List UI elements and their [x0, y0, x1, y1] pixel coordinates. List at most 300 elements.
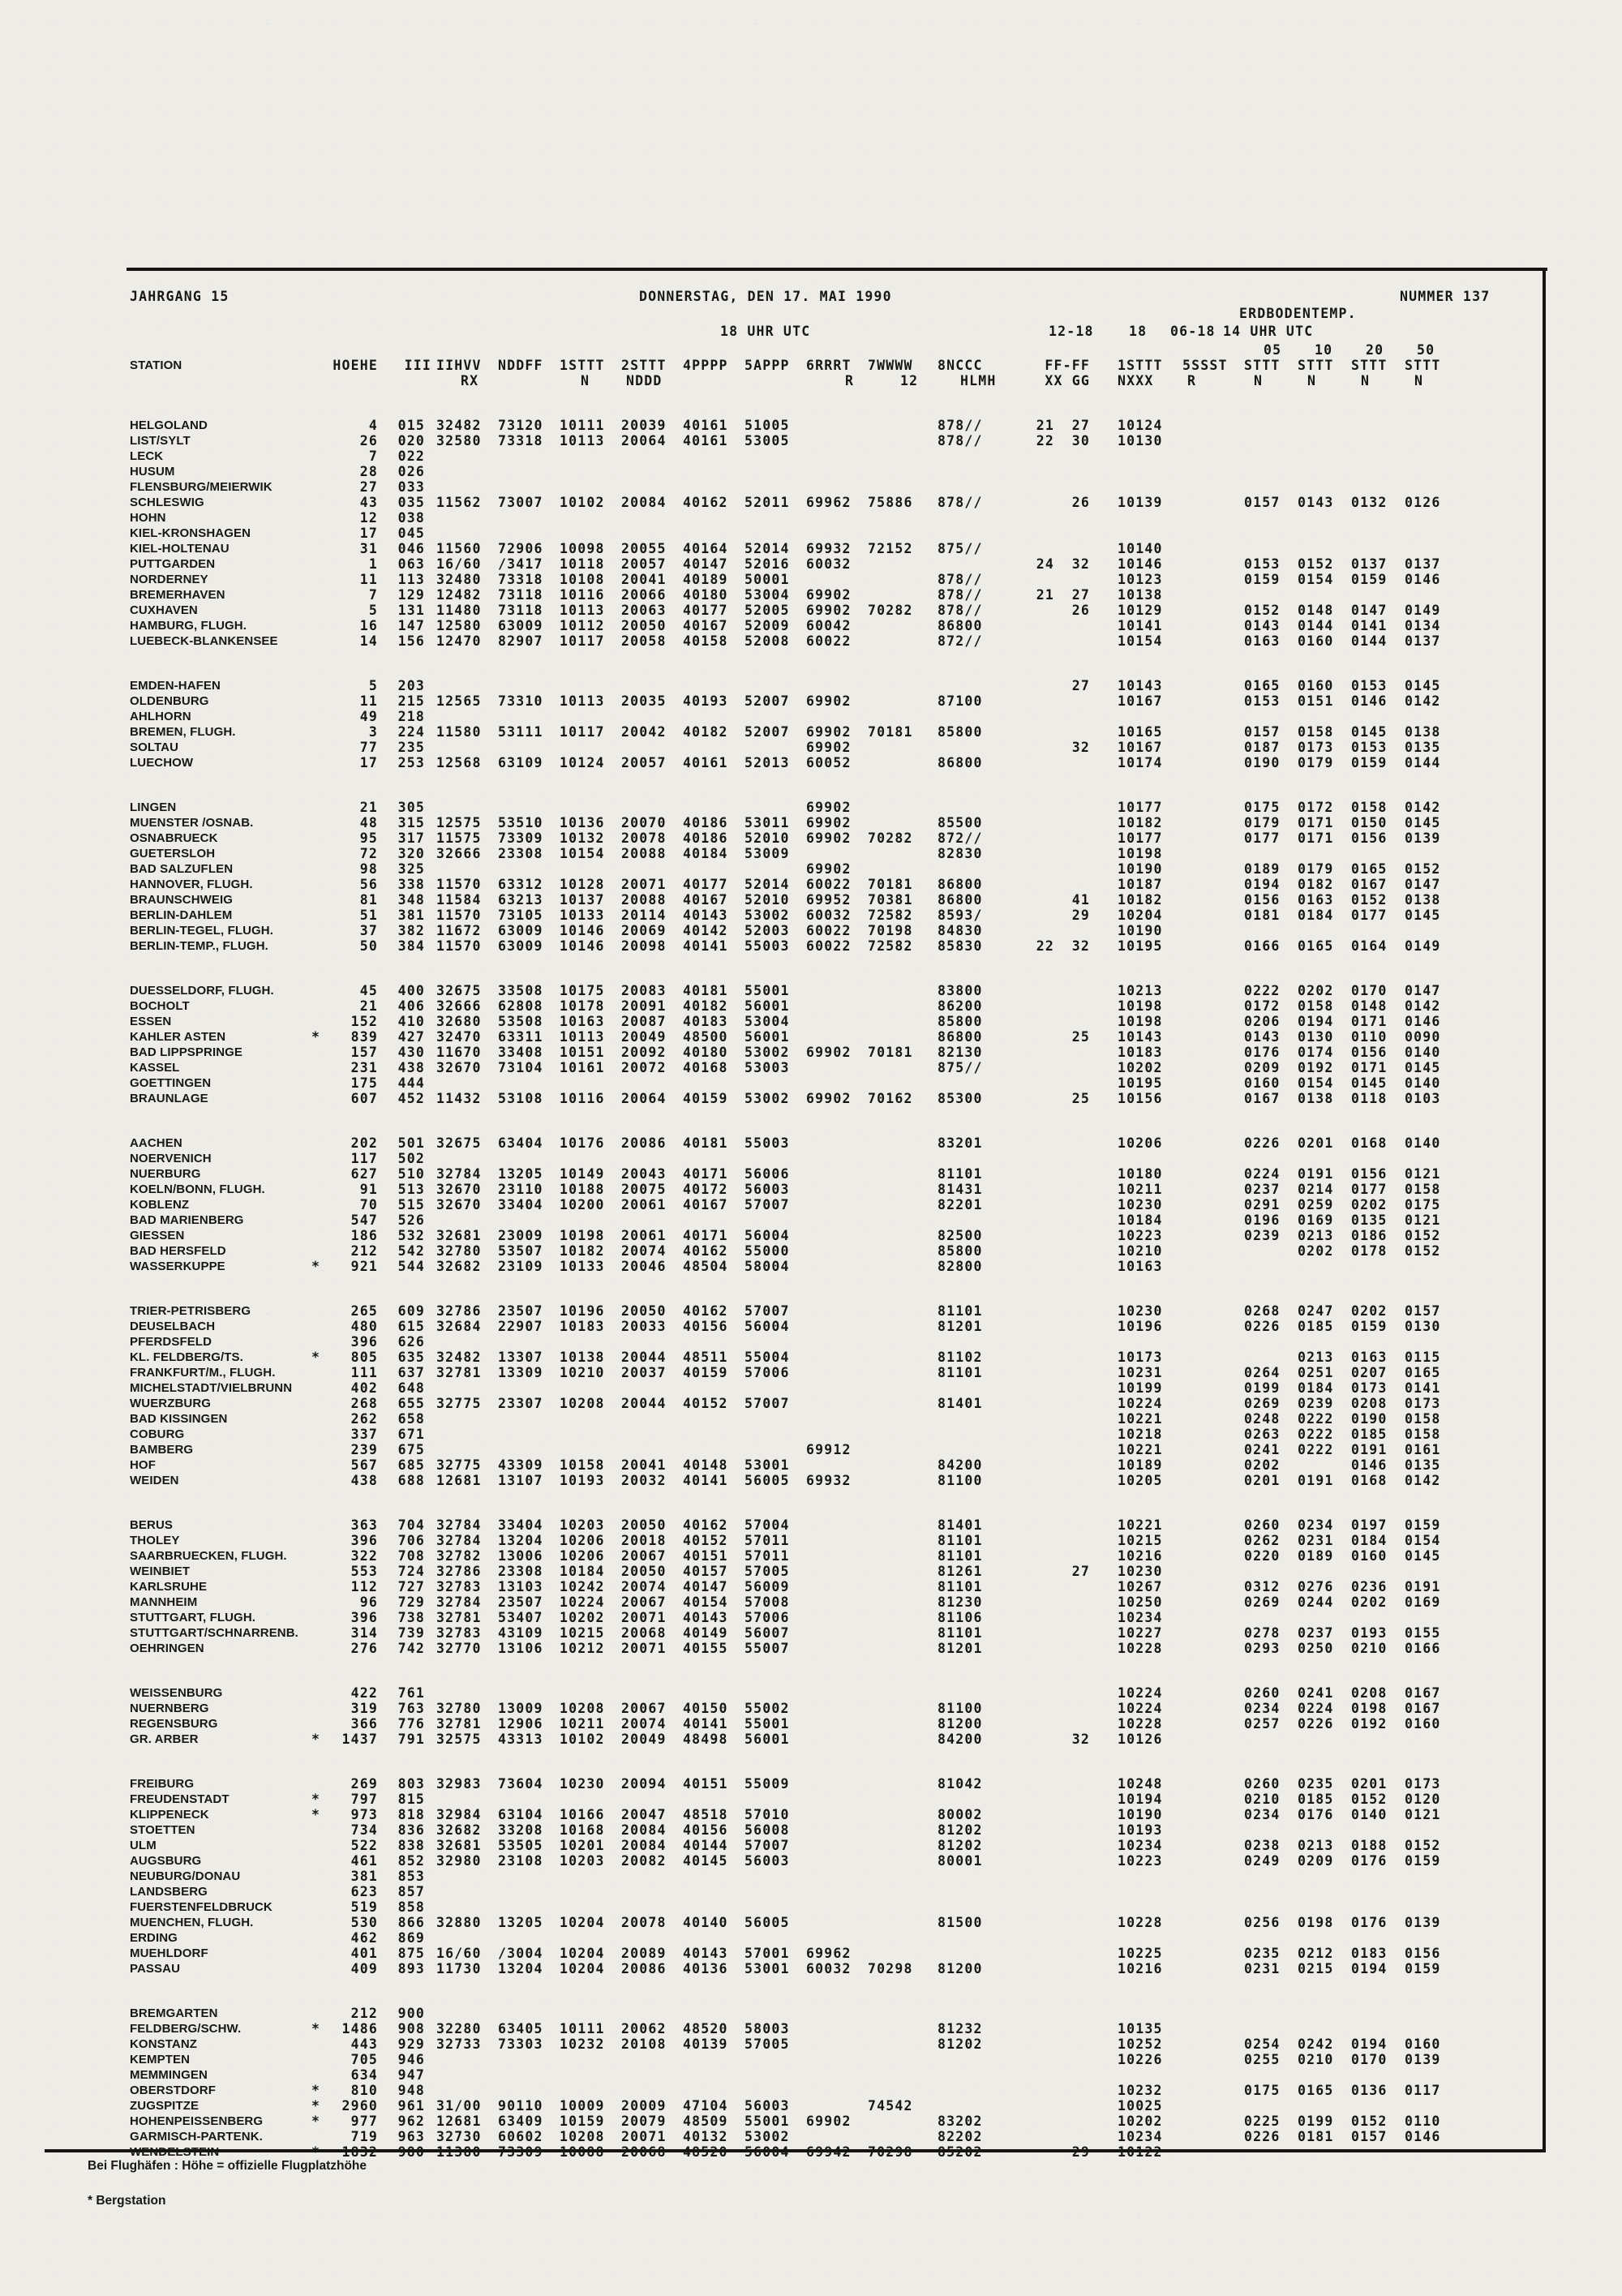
group-8nccc: 875//	[938, 1060, 983, 1075]
ffff-gg	[1054, 1014, 1090, 1029]
ffff-xx	[1002, 1166, 1054, 1182]
ffff-xx	[1002, 1822, 1054, 1838]
group-4pppp	[683, 1075, 744, 1091]
soil-temp-05: 0196	[1244, 1212, 1281, 1228]
table-row	[130, 1411, 1441, 1427]
ffff-gg	[1054, 830, 1090, 846]
berg-marker	[307, 433, 328, 448]
group-6rrrt	[806, 1716, 868, 1732]
ffff-gg: 30	[1071, 433, 1090, 448]
soil-temp-05: 0202	[1244, 1457, 1281, 1473]
hoehe-value: 322	[350, 1548, 378, 1564]
soil-temp-50: 0149	[1405, 938, 1441, 954]
hoehe-value: 56	[359, 877, 378, 892]
group-iihvv: 32470	[436, 1029, 482, 1045]
soil-temp-05: 0190	[1244, 755, 1281, 770]
ffff-gg	[1054, 1228, 1090, 1243]
station-name: MUENCHEN, FLUGH.	[130, 1916, 254, 1929]
group-5appp: 52007	[744, 724, 790, 740]
ffff-gg	[1054, 1533, 1090, 1548]
ffff-xx	[1002, 740, 1054, 755]
soil-temp-10	[1275, 526, 1328, 541]
soil-temp-10	[1275, 510, 1328, 526]
group-iihvv: 32680	[436, 1014, 482, 1029]
station-name: MUEHLDORF	[130, 1946, 208, 1960]
table-row	[130, 877, 1441, 892]
group-7wwww	[868, 1548, 929, 1564]
ffff-gg: 32	[1071, 556, 1090, 572]
ffff-xx	[1002, 2083, 1054, 2098]
soil-temp-05: 0167	[1244, 1091, 1281, 1106]
hoehe-value: 5	[368, 603, 378, 618]
ffff-gg	[1054, 1930, 1090, 1946]
group-1sttt	[560, 464, 621, 479]
soil-temp-50: 0117	[1405, 2083, 1441, 2098]
group-nddff: 33408	[498, 1045, 543, 1060]
station-number: 980	[397, 2144, 425, 2160]
table-row	[130, 1685, 1441, 1701]
soil-temp-05: 0143	[1244, 618, 1281, 633]
group-7wwww	[868, 1732, 929, 1747]
soil-temp-10: 0172	[1298, 800, 1334, 815]
ffff-xx	[1002, 1701, 1054, 1716]
ffff-xx	[1002, 1228, 1054, 1243]
soil-temp-50: 0158	[1405, 1411, 1441, 1427]
berg-marker	[307, 603, 328, 618]
group-nddff: 53407	[498, 1610, 543, 1625]
group-8nccc	[929, 2067, 1002, 2083]
group-8nccc: 80002	[938, 1807, 983, 1822]
station-name: MANNHEIM	[130, 1595, 198, 1609]
group-iihvv: 32983	[436, 1776, 482, 1792]
group-2sttt: 20071	[621, 1610, 667, 1625]
5ssst-value	[1158, 1365, 1221, 1380]
soil-temp-05: 0165	[1244, 678, 1281, 693]
1sttt-nxxx: 10216	[1118, 1548, 1163, 1564]
group-7wwww	[868, 1014, 929, 1029]
group-1sttt	[560, 1411, 621, 1427]
ffff-gg: 41	[1071, 892, 1090, 908]
soil-temp-05: 0175	[1244, 2083, 1281, 2098]
col-header-hoehe: HOEHE	[333, 358, 378, 373]
group-4pppp	[683, 510, 744, 526]
group-8nccc: 81101	[938, 1548, 983, 1564]
ffff-xx	[1002, 1427, 1054, 1442]
table-row	[130, 1517, 1441, 1533]
ffff-gg	[1054, 510, 1090, 526]
soil-temp-20: 0170	[1351, 2052, 1388, 2067]
berg-marker: *	[311, 2021, 321, 2036]
group-7wwww	[868, 1884, 929, 1899]
group-7wwww	[868, 846, 929, 861]
ffff-gg	[1054, 464, 1090, 479]
group-6rrrt: 69902	[806, 830, 852, 846]
group-nddff: 63109	[498, 755, 543, 770]
5ssst-value	[1158, 1091, 1221, 1106]
1sttt-nxxx: 10195	[1118, 938, 1163, 954]
group-iihvv: 32482	[436, 418, 482, 433]
subheader-blank	[307, 373, 328, 388]
5ssst-value	[1158, 1641, 1221, 1656]
station-number: 410	[397, 1014, 425, 1029]
group-1sttt	[560, 1075, 621, 1091]
group-nddff: 22907	[498, 1319, 543, 1334]
soil-temp-05: 0189	[1244, 861, 1281, 877]
table-row	[130, 1197, 1441, 1212]
soil-temp-10: 0176	[1298, 1807, 1334, 1822]
berg-marker	[307, 1776, 328, 1792]
ffff-xx	[1002, 1732, 1054, 1747]
hoehe-value: 7	[368, 587, 378, 603]
hoehe-value: 17	[359, 755, 378, 770]
group-iihvv: 32775	[436, 1457, 482, 1473]
5ssst-value	[1158, 815, 1221, 830]
group-2sttt: 20041	[621, 572, 667, 587]
soil-temp-50: 0139	[1405, 1915, 1441, 1930]
1sttt-nxxx: 10130	[1118, 433, 1163, 448]
ffff-xx	[1002, 2129, 1054, 2144]
group-7wwww	[868, 1303, 929, 1319]
5ssst-value	[1158, 1625, 1221, 1641]
soil-temp-05: 0278	[1244, 1625, 1281, 1641]
5ssst-value	[1158, 1517, 1221, 1533]
group-4pppp: 40183	[683, 1014, 728, 1029]
group-6rrrt	[806, 1243, 868, 1259]
group-6rrrt	[806, 1365, 868, 1380]
group-nddff: 13204	[498, 1533, 543, 1548]
group-nddff: 53108	[498, 1091, 543, 1106]
group-5appp: 56004	[744, 1228, 790, 1243]
1sttt-nxxx: 10167	[1118, 693, 1163, 709]
group-5appp	[744, 510, 806, 526]
col-header-stt-05: STTT	[1244, 358, 1281, 373]
berg-marker	[307, 1380, 328, 1396]
hoehe-value: 519	[350, 1899, 378, 1915]
table-row	[130, 1457, 1441, 1473]
berg-marker	[307, 693, 328, 709]
hoehe-value: 705	[350, 2052, 378, 2067]
soil-temp-20: 0183	[1351, 1946, 1388, 1961]
1sttt-nxxx: 10224	[1118, 1685, 1163, 1701]
5ssst-value	[1158, 709, 1221, 724]
group-4pppp	[683, 1151, 744, 1166]
5ssst-value	[1158, 1884, 1221, 1899]
group-4pppp: 40147	[683, 556, 728, 572]
group-nddff: 63104	[498, 1807, 543, 1822]
group-iihvv	[436, 1792, 498, 1807]
group-8nccc: 82201	[938, 1197, 983, 1212]
ffff-gg	[1054, 1427, 1090, 1442]
soil-temp-50	[1382, 448, 1435, 464]
soil-temp-05	[1221, 2067, 1275, 2083]
station-number: 948	[397, 2083, 425, 2098]
soil-temp-10	[1275, 1869, 1328, 1884]
group-iihvv	[436, 1411, 498, 1427]
soil-temp-05	[1221, 541, 1275, 556]
berg-marker	[307, 587, 328, 603]
group-2sttt: 20091	[621, 998, 667, 1014]
group-1sttt: 10178	[560, 998, 605, 1014]
group-6rrrt	[806, 1319, 868, 1334]
station-number: 452	[397, 1091, 425, 1106]
ffff-gg	[1054, 1166, 1090, 1182]
ffff-gg	[1054, 1197, 1090, 1212]
hoehe-value: 366	[350, 1716, 378, 1732]
group-5appp	[744, 1869, 806, 1884]
ffff-xx	[1002, 448, 1054, 464]
group-1sttt: 10117	[560, 633, 605, 649]
group-nddff: 73105	[498, 908, 543, 923]
station-name: GUETERSLOH	[130, 847, 216, 860]
5ssst-value	[1158, 938, 1221, 954]
station-name: KIEL-HOLTENAU	[130, 542, 230, 556]
group-5appp: 55009	[744, 1776, 790, 1792]
group-nddff	[498, 1151, 560, 1166]
group-2sttt: 20067	[621, 1548, 667, 1564]
station-block	[130, 1135, 1441, 1274]
table-row	[130, 587, 1435, 603]
group-iihvv	[436, 709, 498, 724]
group-5appp: 56006	[744, 1166, 790, 1182]
1sttt-nxxx: 10215	[1118, 1533, 1163, 1548]
subheader-n05: N	[1254, 373, 1264, 388]
group-nddff: 53510	[498, 815, 543, 830]
soil-temp-50	[1382, 418, 1435, 433]
1sttt-nxxx: 10202	[1118, 1060, 1163, 1075]
berg-marker: *	[311, 2083, 321, 2098]
hoehe-value: 3	[368, 724, 378, 740]
1sttt-nxxx: 10139	[1118, 495, 1163, 510]
soil-temp-05: 0153	[1244, 556, 1281, 572]
group-nddff: 73318	[498, 433, 543, 448]
group-4pppp: 40155	[683, 1641, 728, 1656]
group-2sttt: 20082	[621, 1853, 667, 1869]
table-row	[130, 1610, 1435, 1625]
station-name: BAD LIPPSPRINGE	[130, 1045, 243, 1059]
soil-temp-05: 0157	[1244, 724, 1281, 740]
group-nddff: 73104	[498, 1060, 543, 1075]
soil-temp-50: 0142	[1405, 998, 1441, 1014]
ffff-gg	[1054, 618, 1090, 633]
group-2sttt: 20032	[621, 1473, 667, 1488]
soil-temp-10: 0239	[1298, 1396, 1334, 1411]
group-4pppp: 40158	[683, 633, 728, 649]
1sttt-nxxx: 10190	[1118, 1807, 1163, 1822]
soil-temp-05	[1221, 433, 1275, 448]
station-number: 946	[397, 2052, 425, 2067]
group-nddff	[498, 2052, 560, 2067]
group-2sttt: 20068	[621, 2144, 667, 2160]
1sttt-nxxx: 10234	[1118, 1838, 1163, 1853]
1sttt-nxxx: 10180	[1118, 1166, 1163, 1182]
table-row	[130, 1807, 1441, 1822]
group-2sttt: 20108	[621, 2036, 667, 2052]
5ssst-value	[1158, 1197, 1221, 1212]
soil-temp-10: 0214	[1298, 1182, 1334, 1197]
soil-temp-10	[1275, 1899, 1328, 1915]
table-row	[130, 1961, 1441, 1976]
soil-temp-10: 0209	[1298, 1853, 1334, 1869]
table-row	[130, 495, 1441, 510]
group-2sttt: 20050	[621, 1517, 667, 1533]
ffff-gg	[1054, 1151, 1090, 1166]
hoehe-value: 396	[350, 1334, 378, 1350]
1sttt-nxxx: 10167	[1118, 740, 1163, 755]
berg-marker: *	[311, 1259, 321, 1274]
hoehe-value: 977	[350, 2114, 378, 2129]
group-iihvv: 32784	[436, 1166, 482, 1182]
1sttt-nxxx: 10228	[1118, 1716, 1163, 1732]
1sttt-nxxx: 10226	[1118, 2052, 1163, 2067]
soil-temp-10: 0202	[1298, 1243, 1334, 1259]
berg-marker	[307, 1091, 328, 1106]
group-5appp: 53002	[744, 1045, 790, 1060]
station-name: STUTTGART/SCHNARRENB.	[130, 1626, 298, 1640]
group-8nccc	[929, 1685, 1002, 1701]
station-name: KONSTANZ	[130, 2037, 198, 2051]
1sttt-nxxx: 10184	[1118, 1212, 1163, 1228]
group-8nccc: 83202	[938, 2114, 983, 2129]
soil-temp-20	[1328, 479, 1382, 495]
soil-temp-50: 0142	[1405, 1473, 1441, 1488]
group-1sttt: 10088	[560, 2144, 605, 2160]
soil-temp-20: 0152	[1351, 2114, 1388, 2129]
group-8nccc	[929, 1151, 1002, 1166]
table-row	[130, 618, 1441, 633]
soil-temp-05: 0199	[1244, 1380, 1281, 1396]
berg-marker	[307, 556, 328, 572]
soil-temp-10: 0154	[1298, 572, 1334, 587]
ffff-xx	[1002, 572, 1054, 587]
group-4pppp: 40181	[683, 983, 728, 998]
station-number: 857	[397, 1884, 425, 1899]
group-6rrrt	[806, 1548, 868, 1564]
group-iihvv	[436, 464, 498, 479]
1sttt-nxxx: 10221	[1118, 1517, 1163, 1533]
group-7wwww	[868, 1060, 929, 1075]
group-6rrrt	[806, 1212, 868, 1228]
group-7wwww: 72582	[868, 938, 913, 954]
soil-temp-50	[1382, 510, 1435, 526]
subheader-blank	[328, 373, 378, 388]
group-5appp: 55001	[744, 2114, 790, 2129]
group-iihvv	[436, 1075, 498, 1091]
soil-temp-50	[1382, 846, 1435, 861]
soil-temp-20: 0171	[1351, 1014, 1388, 1029]
group-2sttt: 20044	[621, 1396, 667, 1411]
soil-temp-20: 0159	[1351, 755, 1388, 770]
station-name: HAMBURG, FLUGH.	[130, 619, 247, 633]
station-number: 026	[397, 464, 425, 479]
group-iihvv: 12482	[436, 587, 482, 603]
group-7wwww	[868, 2052, 929, 2067]
group-4pppp: 40136	[683, 1961, 728, 1976]
station-name: SAARBRUECKEN, FLUGH.	[130, 1549, 287, 1563]
group-6rrrt	[806, 1685, 868, 1701]
group-4pppp: 40180	[683, 1045, 728, 1060]
soil-temp-50: 0173	[1405, 1396, 1441, 1411]
table-row	[130, 2083, 1441, 2098]
col-header-1sttt-right: 1STTT	[1118, 358, 1163, 373]
col-header-2sttt: 2STTT	[621, 358, 667, 373]
ffff-xx	[1002, 1792, 1054, 1807]
soil-temp-10	[1275, 923, 1328, 938]
group-1sttt: 10196	[560, 1303, 605, 1319]
station-name: ERDING	[130, 1931, 178, 1945]
group-iihvv: 12470	[436, 633, 482, 649]
group-iihvv: 32781	[436, 1365, 482, 1380]
group-6rrrt	[806, 1564, 868, 1579]
group-8nccc: 8593/	[938, 908, 983, 923]
group-6rrrt	[806, 1701, 868, 1716]
subheader-blank	[130, 373, 307, 388]
berg-marker	[307, 1548, 328, 1564]
soil-temp-20: 0147	[1351, 603, 1388, 618]
group-7wwww: 75886	[868, 495, 913, 510]
station-name: SOLTAU	[130, 740, 179, 754]
group-7wwww	[868, 433, 929, 448]
soil-temp-10	[1275, 1151, 1328, 1166]
soil-temp-05	[1221, 1564, 1275, 1579]
soil-temp-20: 0152	[1351, 892, 1388, 908]
group-1sttt: 10124	[560, 755, 605, 770]
soil-temp-50: 0138	[1405, 892, 1441, 908]
station-name: GR. ARBER	[130, 1732, 199, 1746]
group-1sttt	[560, 2083, 621, 2098]
group-1sttt	[560, 1151, 621, 1166]
soil-temp-20: 0210	[1351, 1641, 1388, 1656]
group-4pppp: 40141	[683, 1473, 728, 1488]
5ssst-value	[1158, 755, 1221, 770]
group-iihvv: 11570	[436, 877, 482, 892]
group-8nccc: 81200	[938, 1716, 983, 1732]
berg-marker	[307, 1869, 328, 1884]
station-number: 724	[397, 1564, 425, 1579]
hoehe-value: 530	[350, 1915, 378, 1930]
station-number: 317	[397, 830, 425, 846]
group-7wwww: 70282	[868, 830, 913, 846]
soil-temp-20: 0136	[1351, 2083, 1388, 2098]
ffff-gg	[1054, 1473, 1090, 1488]
station-number: 544	[397, 1259, 425, 1274]
soil-temp-50	[1382, 479, 1435, 495]
station-name: BERLIN-TEGEL, FLUGH.	[130, 924, 273, 938]
group-7wwww	[868, 1075, 929, 1091]
subheader-r: R	[845, 373, 855, 388]
group-1sttt: 10184	[560, 1564, 605, 1579]
station-number: 532	[397, 1228, 425, 1243]
station-name: KOELN/BONN, FLUGH.	[130, 1182, 265, 1196]
ffff-xx	[1002, 1319, 1054, 1334]
soil-temp-20: 0148	[1351, 998, 1388, 1014]
ffff-xx	[1002, 1776, 1054, 1792]
ffff-gg	[1054, 1517, 1090, 1533]
group-6rrrt	[806, 2083, 868, 2098]
1sttt-nxxx: 10177	[1118, 830, 1163, 846]
group-4pppp: 40140	[683, 1915, 728, 1930]
group-nddff	[498, 1427, 560, 1442]
berg-marker	[307, 633, 328, 649]
group-7wwww: 70181	[868, 877, 913, 892]
soil-temp-50: 0165	[1405, 1365, 1441, 1380]
soil-temp-05: 0210	[1244, 1792, 1281, 1807]
group-5appp	[744, 1334, 806, 1350]
station-name: FUERSTENFELDBRUCK	[130, 1900, 272, 1914]
soil-temp-05	[1221, 1243, 1275, 1259]
1sttt-nxxx	[1090, 526, 1158, 541]
group-5appp: 55007	[744, 1641, 790, 1656]
station-name: WUERZBURG	[130, 1397, 212, 1410]
